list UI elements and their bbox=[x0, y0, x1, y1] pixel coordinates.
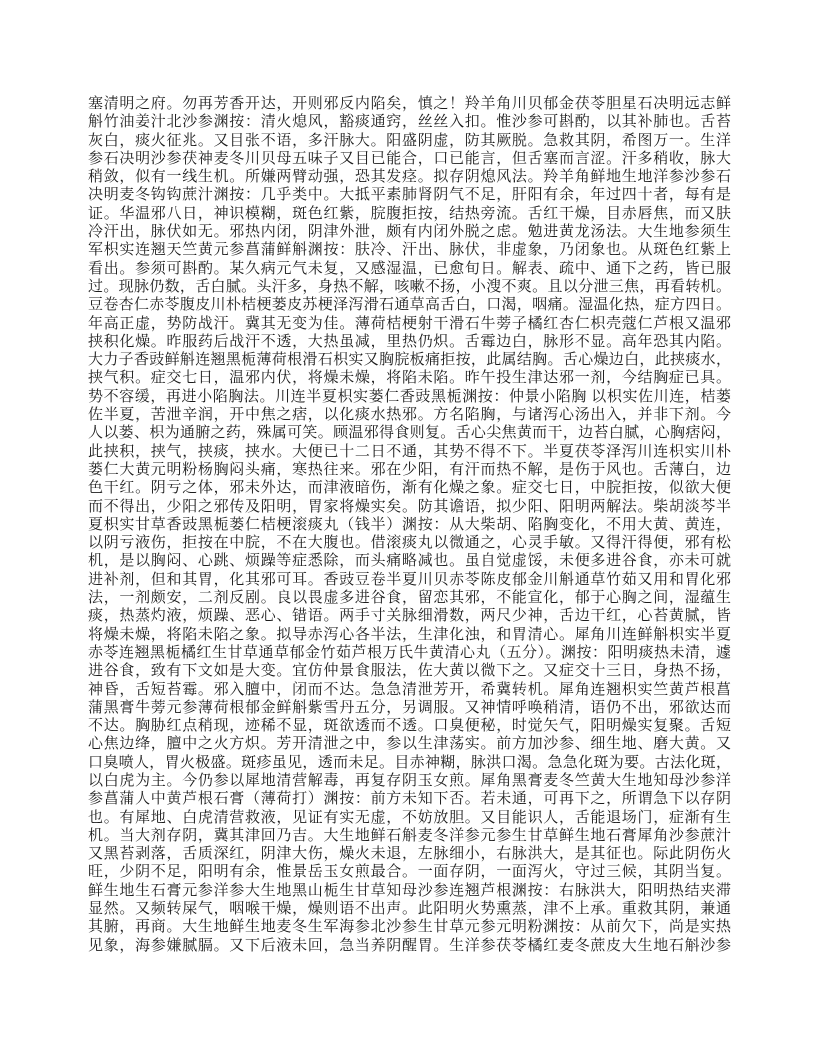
text-line: 机，是以胸闷、心跳、烦躁等症悉除，而头痛略减也。虽自觉虚馁，未便多进谷食，亦未可就 bbox=[88, 553, 731, 570]
text-line: 灰白，痰火征兆。又目张不语，多汗脉大。阳盛阴虚，防其厥脱。急救其阴，希图万一。生洋 bbox=[88, 132, 731, 149]
text-line: 进谷食，致有下文如是大变。宜仿仲景食服法，佐大黄以微下之。又症交十三日，身热不扬， bbox=[88, 663, 731, 680]
text-line: 参石决明沙参茯神麦冬川贝母五味子又目已能合，口已能言，但舌塞而言涩。汗多稍收，脉大 bbox=[88, 150, 731, 167]
page-text bbox=[88, 95, 731, 955]
text-line: 军枳实连翘天竺黄元参菖蒲鲜斛渊按：肤冷、汗出、脉伏，非虚象，乃闭象也。从斑色红紫上 bbox=[88, 242, 731, 259]
text-line: 其腑，再商。大生地鲜生地麦冬生军海参北沙参生甘草元参元明粉渊按：从前欠下，尚是实热 bbox=[88, 919, 731, 936]
text-line: 而不得出，少阳之邪传及阳明，胃家将燥实矣。防其谵语，拟少阳、阳明两解法。柴胡淡芩半 bbox=[88, 498, 731, 515]
text-line: 大力子香豉鲜斛连翘黑栀薄荷根滑石枳实又胸脘板痛拒按，此属结胸。舌心燥边白，此挟痰水， bbox=[88, 352, 731, 369]
text-line: 参菖蒲人中黄芦根石膏（薄荷打）渊按：前方未知下否。若未通，可再下之，所谓急下以存阴 bbox=[88, 791, 731, 808]
text-line: 以阴亏液伤，拒按在中脘，不在大腹也。借滚痰丸以微通之，心灵手敏。又得汗得便，邪有松 bbox=[88, 535, 731, 552]
text-line: 机。当大剂存阴，冀其津回乃吉。大生地鲜石斛麦冬洋参元参生甘草鲜生地石膏犀角沙参蔗汁 bbox=[88, 827, 731, 844]
text-line: 赤苓连翘黑栀橘红生甘草通草郁金竹茹芦根万氏牛黄清心丸（五分）。渊按：阳明痰热未清，遽 bbox=[88, 644, 731, 661]
text-line: 此挟积，挟气，挟痰，挟水。大便已十二日不通，其势不得不下。半夏茯苓泽泻川连枳实川朴 bbox=[88, 443, 731, 460]
text-line: 挟积化燥。昨服药后战汗不透，大热虽减，里热仍炽。舌霉边白，脉形不显。高年恐其内陷。 bbox=[88, 333, 731, 350]
text-line: 挟气积。症交七日，温邪内伏，将燥未燥，将陷未陷。昨午投生津达邪一剂，今结胸症已具。 bbox=[88, 370, 731, 387]
text-line: 塞清明之府。勿再芳香开达，开则邪反内陷矣，慎之！羚羊角川贝郁金茯苓胆星石决明远志鲜 bbox=[88, 96, 731, 112]
text-line: 神昏，舌短苔霉。邪入膻中，闭而不达。急急清泄芳开，希冀转机。犀角连翘枳实竺黄芦根菖 bbox=[88, 681, 731, 698]
text-line: 又黑苔剥落，舌质深红，阴津大伤，燥火未退，左脉细小，右脉洪大，是其征也。际此阴伤火 bbox=[88, 846, 731, 863]
text-line: 蒌仁大黄元明粉杨胸闷头痛，寒热往来。邪在少阳，有汗而热不解，是伤于风也。舌薄白，边 bbox=[88, 461, 731, 478]
text-line: 心焦边绛，膻中之火方炽。芳开清泄之中，参以生津荡实。前方加沙参、细生地、磨大黄。又 bbox=[88, 736, 731, 753]
text-line: 看出。参须可斟酌。某久病元气未复，又感湿温，已愈旬日。解表、疏中、通下之药，皆已服 bbox=[88, 260, 731, 277]
text-line: 佐半夏，苦泄辛润，开中焦之痞，以化痰水热邪。方名陷胸，与诸泻心汤出入，并非下剂。今 bbox=[88, 407, 731, 424]
text-line: 决明麦冬钩钩蔗汁渊按：几乎类中。大抵平素肺肾阴气不足，肝阳有余，年过四十者，每有是 bbox=[88, 187, 731, 204]
text-line: 鲜生地生石膏元参洋参大生地黑山栀生甘草知母沙参连翘芦根渊按：右脉洪大，阳明热结夹滞 bbox=[88, 882, 731, 899]
text-line: 见象，海参嫌腻膈。又下后液未回，急当养阴醒胃。生洋参茯苓橘红麦冬蔗皮大生地石斛沙参 bbox=[88, 937, 731, 954]
text-line: 冷汗出，脉伏如无。邪热内闭，阴津外泄，颇有内闭外脱之虑。勉进黄龙汤法。大生地参须生 bbox=[88, 224, 731, 241]
text-line: 显然。又频转屎气，咽喉干燥，燥则语不出声。此阳明火势熏蒸，津不上承。重救其阴，兼通 bbox=[88, 901, 731, 918]
text-line: 斛竹油姜汁北沙参渊按：清火熄风，豁痰通窍，丝丝入扣。惟沙参可斟酌，以其补肺也。舌苔 bbox=[88, 114, 731, 131]
text-line: 色干红。阴亏之体，邪未外达，而津液暗伤，渐有化燥之象。症交七日，中脘拒按，似欲大便 bbox=[88, 480, 731, 497]
text-line: 痰，热蒸灼液，烦躁、恶心、错语。两手寸关脉细滑数，两尺少神，舌边干红，心苔黄腻，皆 bbox=[88, 608, 731, 625]
text-line: 蒲黑膏牛蒡元参薄荷根郁金鲜斛紫雪丹五分，另调服。又神情呼唤稍清，语仍不出，邪欲达而 bbox=[88, 699, 731, 716]
text-line: 法，一剂颇安，二剂反剧。良以畏虚多进谷食，留恋其邪，不能宣化，郁于心胸之间，湿蕴生 bbox=[88, 590, 731, 607]
text-line: 稍敛，似有一线生机。所嫌两臂动强，恐其发痉。拟存阴熄风法。羚羊角鲜地生地洋参沙参石 bbox=[88, 169, 731, 186]
text-line: 证。华温邪八日，神识模糊，斑色红紫，脘腹拒按，结热旁流。舌红干燥，目赤唇焦，而又肤 bbox=[88, 205, 731, 222]
text-line: 不达。胸胁红点稍现，迹稀不显，斑欲透而不透。口臭便秘，时觉矢气，阳明燥实复聚。舌短 bbox=[88, 718, 731, 735]
text-line: 夏枳实甘草香豉黑栀蒌仁桔梗滚痰丸（钱半）渊按：从大柴胡、陷胸变化，不用大黄、黄连， bbox=[88, 516, 731, 533]
text-line: 以白虎为主。今仍参以犀地清营解毒，再复存阴玉女煎。犀角黑膏麦冬竺黄大生地知母沙参洋 bbox=[88, 772, 731, 789]
text-line: 也。有犀地、白虎清营救液，见证有实无虚，不妨放胆。又目能识人，舌能退场门，症渐有生 bbox=[88, 809, 731, 826]
text-line: 豆卷杏仁赤苓腹皮川朴桔梗蒌皮苏梗泽泻滑石通草高舌白，口渴，咽痛。湿温化热，症方四日。 bbox=[88, 297, 731, 314]
text-line: 旺，少阴不足，阳明有余，惟景岳玉女煎最合。一面存阴，一面泻火，守过三候，其阴当复。 bbox=[88, 864, 731, 881]
text-line: 过。现脉仍数，舌白腻。头汗多，身热不解，咳嗽不扬，小溲不爽。且以分泄三焦，再看转机。 bbox=[88, 278, 731, 295]
text-line: 人以蒌、枳为通腑之药，殊属可笑。顾温邪得食则复。舌心尖焦黄而干，边苔白腻，心胸痞闷， bbox=[88, 425, 731, 442]
text-line: 口臭喷人，胃火极盛。斑疹虽见，透而未足。目赤神糊，脉洪口渴。急急化斑为要。古法化斑， bbox=[88, 754, 731, 771]
text-line: 年高正虚，势防战汗。冀其无变为佳。薄荷桔梗射干滑石牛蒡子橘红杏仁枳壳蔻仁芦根又温邪 bbox=[88, 315, 731, 332]
text-line: 进补剂，但和其胃，化其邪可耳。香豉豆卷半夏川贝赤苓陈皮郁金川斛通草竹茹又用和胃化邪 bbox=[88, 571, 731, 588]
text-line: 将燥未燥，将陷未陷之象。拟导赤泻心各半法，生津化浊，和胃清心。犀角川连鲜斛枳实半夏 bbox=[88, 626, 731, 643]
text-line: 势不容缓，再进小陷胸法。川连半夏枳实蒌仁香豉黑栀渊按：仲景小陷胸 以枳实佐川连，桔蒌 bbox=[88, 388, 731, 405]
